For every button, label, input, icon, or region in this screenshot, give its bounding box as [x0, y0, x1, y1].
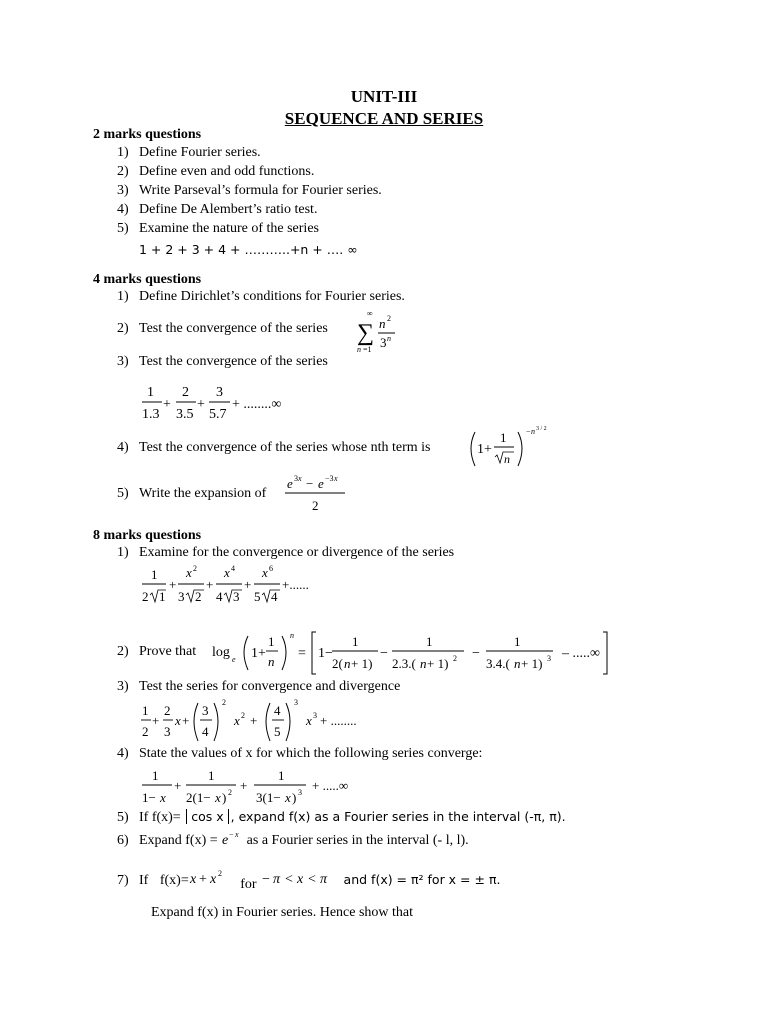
svg-text:2: 2 — [182, 385, 189, 400]
question-8m-5: 5) If f(x)= cos x , expand f(x) as a Fourier series in the interval (-π, π). — [117, 809, 566, 825]
svg-text:2: 2 — [142, 724, 149, 739]
svg-text:2: 2 — [195, 589, 202, 604]
svg-text:1.3: 1.3 — [142, 407, 160, 422]
svg-text:2(: 2( — [332, 656, 343, 671]
svg-text:n: n — [357, 345, 361, 354]
svg-text:3: 3 — [233, 589, 240, 604]
svg-text:1+: 1+ — [477, 442, 492, 457]
svg-text:+ 1): + 1) — [351, 656, 373, 671]
svg-text:1: 1 — [352, 634, 359, 649]
question-2m-1: 1) Define Fourier series. — [117, 145, 261, 160]
abs-cos-x: cos x — [186, 809, 228, 824]
svg-text:3.5: 3.5 — [176, 407, 194, 422]
series-x2-over-sqrt-formula — [140, 563, 340, 609]
x-plus-x2-formula — [189, 869, 237, 887]
svg-text:): ) — [222, 790, 227, 805]
svg-text:x: x — [285, 790, 291, 805]
svg-text:=1: =1 — [363, 345, 372, 354]
svg-text:−: − — [229, 830, 234, 839]
svg-text:+: + — [250, 713, 258, 728]
question-4m-2: 2) Test the convergence of the series — [117, 321, 328, 336]
svg-text:x: x — [189, 872, 196, 887]
svg-text:+: + — [240, 778, 248, 793]
section-heading-4marks: 4 marks questions — [93, 272, 202, 287]
svg-text:3.4.(: 3.4.( — [486, 656, 510, 671]
svg-text:3: 3 — [164, 724, 171, 739]
svg-text:+: + — [197, 397, 205, 412]
e3x-formula — [283, 470, 353, 514]
question-2m-4: 4) Define De Alembert’s ratio test. — [117, 202, 318, 217]
svg-text:5: 5 — [254, 589, 261, 604]
svg-text:1: 1 — [208, 768, 215, 783]
svg-text:n: n — [514, 656, 521, 671]
svg-text:−: − — [306, 476, 314, 491]
series-1-over-1-minus-x-formula — [140, 764, 370, 808]
svg-text:2: 2 — [312, 498, 319, 513]
svg-text:+: + — [169, 577, 177, 592]
series-tail-3: + ........ — [320, 713, 357, 728]
svg-text:5: 5 — [274, 724, 281, 739]
question-2m-2: 2) Define even and odd functions. — [117, 164, 315, 179]
series-tail-2: – .....∞ — [562, 646, 600, 661]
svg-text:log: log — [212, 645, 230, 660]
svg-text:3 / 2: 3 / 2 — [536, 426, 547, 432]
svg-text:3: 3 — [313, 711, 317, 720]
svg-text:x: x — [209, 872, 216, 887]
svg-text:1: 1 — [278, 768, 285, 783]
log-expansion-formula — [210, 626, 615, 676]
unit-title: UNIT-III — [350, 87, 418, 106]
svg-text:x: x — [234, 713, 240, 728]
svg-text:1: 1 — [159, 589, 166, 604]
series-tail-4: + .....∞ — [312, 778, 349, 793]
series-tail-dots: + ........∞ — [232, 397, 282, 412]
svg-text:−: − — [380, 646, 388, 661]
svg-text:n: n — [268, 654, 275, 669]
svg-text:2: 2 — [142, 589, 149, 604]
svg-text:x: x — [175, 713, 181, 728]
svg-text:1+: 1+ — [251, 646, 266, 661]
svg-text:+ 1): + 1) — [427, 656, 449, 671]
svg-text:4: 4 — [271, 589, 278, 604]
svg-text:2.3.(: 2.3.( — [392, 656, 416, 671]
question-2m-5: 5) Examine the nature of the series — [117, 221, 319, 236]
svg-text:3: 3 — [547, 654, 551, 663]
svg-text:n: n — [387, 334, 391, 343]
section-heading-8marks: 8 marks questions — [93, 528, 202, 543]
question-8m-2: 2) Prove that — [117, 644, 197, 659]
minus-pi-lt-x-lt-pi — [260, 869, 340, 887]
svg-text:1: 1 — [500, 430, 507, 445]
closing-instruction: Expand f(x) in Fourier series. Hence show that — [151, 905, 414, 920]
svg-text:−: − — [262, 872, 270, 887]
svg-text:+: + — [163, 397, 171, 412]
sum-n2-over-3n-formula — [355, 308, 415, 354]
svg-text:<: < — [285, 872, 293, 887]
question-8m-7: 7) If f(x)= x + x 2 for − π < x < π and f(x) = π² for x = ± π. — [117, 869, 501, 892]
svg-text:x: x — [235, 830, 239, 839]
svg-text:x: x — [297, 872, 304, 887]
svg-text:+: + — [206, 577, 214, 592]
svg-text:e: e — [318, 476, 324, 491]
svg-text:1: 1 — [147, 385, 154, 400]
svg-text:n: n — [344, 656, 351, 671]
svg-text:5.7: 5.7 — [209, 407, 227, 422]
svg-text:3: 3 — [216, 385, 223, 400]
svg-text:x: x — [298, 474, 302, 483]
svg-text:1: 1 — [142, 703, 149, 718]
svg-text:3: 3 — [178, 589, 185, 604]
svg-text:π: π — [273, 872, 281, 887]
svg-text:2(1−: 2(1− — [186, 790, 211, 805]
question-8m-3: 3) Test the series for convergence and divergence — [117, 679, 401, 694]
svg-text:x: x — [186, 565, 192, 580]
svg-text:n: n — [504, 452, 510, 466]
svg-text:4: 4 — [202, 724, 209, 739]
question-4m-1: 1) Define Dirichlet’s conditions for Fourier series. — [117, 289, 405, 304]
svg-text:<: < — [308, 872, 316, 887]
svg-text:−: − — [472, 646, 480, 661]
question-4m-4: 4) Test the convergence of the series whose nth term is — [117, 440, 431, 455]
svg-text:4: 4 — [231, 564, 235, 573]
svg-text:1: 1 — [151, 567, 158, 582]
svg-text:n: n — [290, 631, 294, 640]
svg-text:x: x — [215, 790, 221, 805]
svg-text:2: 2 — [387, 314, 391, 323]
svg-text:1: 1 — [152, 768, 159, 783]
svg-text:1: 1 — [426, 634, 433, 649]
svg-text:2: 2 — [193, 564, 197, 573]
svg-text:): ) — [292, 790, 297, 805]
svg-text:+: + — [174, 778, 182, 793]
svg-text:3: 3 — [202, 703, 209, 718]
svg-text:2: 2 — [241, 711, 245, 720]
svg-text:3(1−: 3(1− — [256, 790, 281, 805]
svg-text:2: 2 — [217, 869, 222, 878]
svg-text:1: 1 — [268, 634, 275, 649]
svg-text:2: 2 — [228, 788, 232, 797]
svg-text:x: x — [224, 565, 230, 580]
svg-text:3: 3 — [298, 788, 302, 797]
svg-text:2: 2 — [164, 703, 171, 718]
question-2m-3: 3) Write Parseval’s formula for Fourier series. — [117, 183, 382, 198]
svg-text:x: x — [262, 565, 268, 580]
svg-text:6: 6 — [269, 564, 273, 573]
section-heading-2marks: 2 marks questions — [93, 127, 202, 142]
e-minus-x-formula — [221, 830, 243, 846]
question-4m-5: 5) Write the expansion of — [117, 486, 267, 501]
svg-text:e: e — [232, 655, 236, 664]
svg-text:4: 4 — [274, 703, 281, 718]
svg-text:2: 2 — [453, 654, 457, 663]
svg-text:+: + — [244, 577, 252, 592]
svg-text:n: n — [531, 427, 535, 436]
svg-text:+: + — [198, 872, 207, 887]
svg-text:4: 4 — [216, 589, 223, 604]
svg-text:x: x — [160, 790, 166, 805]
svg-text:−3: −3 — [325, 474, 334, 483]
svg-text:+ 1): + 1) — [521, 656, 543, 671]
question-8m-1: 1) Examine for the convergence or divergence of the series — [117, 545, 455, 560]
svg-text:2: 2 — [222, 698, 226, 707]
svg-text:e: e — [287, 476, 293, 491]
nth-term-formula — [466, 422, 582, 472]
svg-text:3: 3 — [294, 474, 298, 483]
series-1-over-1x3-formula — [140, 380, 300, 424]
svg-text:1−: 1− — [142, 790, 156, 805]
svg-text:n: n — [379, 316, 386, 331]
svg-text:∞: ∞ — [367, 309, 373, 318]
svg-text:=: = — [298, 646, 306, 661]
svg-text:n: n — [420, 656, 427, 671]
svg-text:∑: ∑ — [357, 320, 375, 346]
svg-text:3: 3 — [380, 335, 387, 350]
svg-text:+: + — [152, 713, 160, 728]
svg-text:x: x — [306, 713, 312, 728]
svg-text:−: − — [526, 427, 531, 436]
svg-text:1−: 1− — [318, 646, 333, 661]
svg-text:1: 1 — [514, 634, 521, 649]
series-powers-formula — [140, 697, 370, 745]
question-4m-3: 3) Test the convergence of the series — [117, 354, 328, 369]
series-expression: 1 + 2 + 3 + 4 + ………..+n + …. ∞ — [139, 242, 358, 257]
topic-title: SEQUENCE AND SERIES — [284, 109, 484, 128]
question-8m-6: 6) Expand f(x) = e − x as a Fourier series in the interval (- l, l). — [117, 830, 469, 848]
question-8m-4: 4) State the values of x for which the following series converge: — [117, 746, 483, 761]
svg-text:x: x — [334, 474, 338, 483]
svg-text:π: π — [320, 872, 328, 887]
series-tail-1: +...... — [282, 577, 309, 592]
svg-text:3: 3 — [294, 698, 298, 707]
svg-text:e: e — [222, 833, 229, 846]
svg-text:+: + — [182, 713, 190, 728]
